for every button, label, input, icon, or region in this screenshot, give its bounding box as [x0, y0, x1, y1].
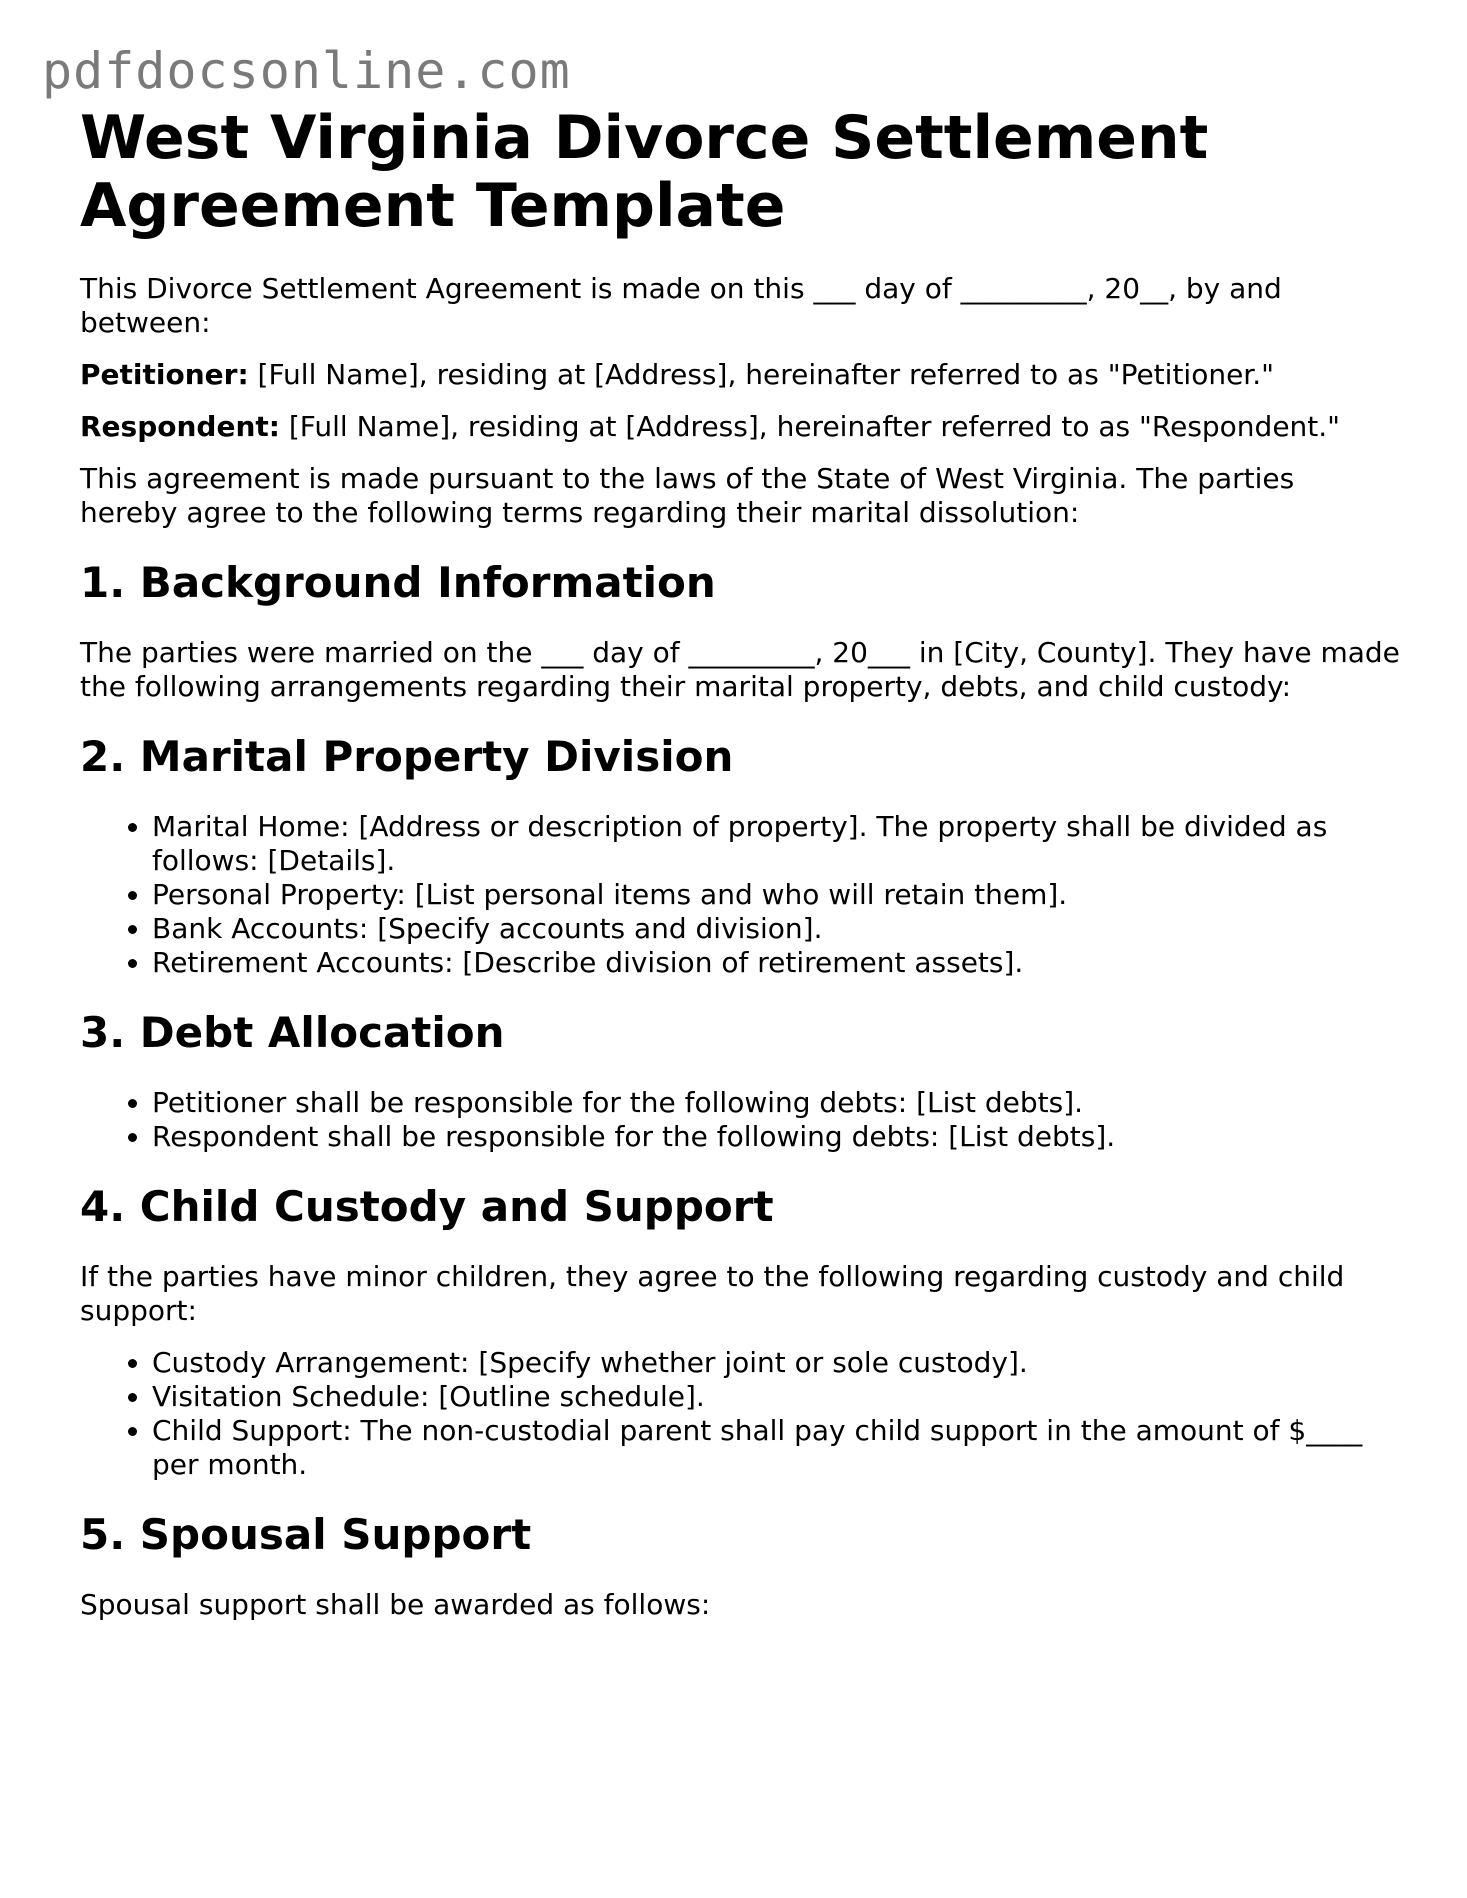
list-item: • Visitation Schedule: [Outline schedule]. — [152, 1380, 1400, 1414]
list-item: • Bank Accounts: [Specify accounts and division]. — [152, 912, 1400, 946]
debt-list — [80, 1086, 1400, 1154]
section-heading-spousal: 5. Spousal Support — [80, 1510, 532, 1559]
respondent-paragraph — [80, 410, 1400, 444]
property-list — [80, 810, 1400, 980]
list-item: • Petitioner shall be responsible for the following debts: [List debts]. — [152, 1086, 1400, 1120]
custody-list — [80, 1346, 1400, 1482]
list-item: • Personal Property: [List personal items and who will retain them]. — [152, 878, 1400, 912]
background-paragraph: The parties were married on the ___ day of _________, 20___ in [City, County]. They have made the following arrangements regarding their marital property, debts, and child custody: — [80, 636, 1400, 703]
section-heading-property: 2. Marital Property Division — [80, 732, 734, 781]
petitioner-label: Petitioner: — [80, 358, 249, 391]
list-item: • Respondent shall be responsible for the following debts: [List debts]. — [152, 1120, 1400, 1154]
respondent-label: Respondent: — [80, 410, 280, 443]
list-item: • Child Support: The non-custodial parent shall pay child support in the amount of $____ per month. — [152, 1414, 1400, 1482]
document-title: West Virginia Divorce Settlement Agreement Template — [80, 103, 1209, 241]
spousal-paragraph: Spousal support shall be awarded as follows: — [80, 1588, 711, 1621]
list-item: • Retirement Accounts: [Describe division of retirement assets]. — [152, 946, 1400, 980]
watermark: pdfdocsonline.com — [42, 42, 571, 100]
petitioner-paragraph — [80, 358, 1400, 392]
section-heading-custody: 4. Child Custody and Support — [80, 1182, 774, 1231]
list-item: • Marital Home: [Address or description of property]. The property shall be divided as follows: [Details]. — [152, 810, 1400, 878]
section-heading-debt: 3. Debt Allocation — [80, 1008, 505, 1057]
document-page — [80, 104, 1400, 1622]
petitioner-text: [Full Name], residing at [Address], hereinafter referred to as "Petitioner." — [248, 358, 1275, 391]
section-heading-background: 1. Background Information — [80, 558, 716, 607]
custody-paragraph: If the parties have minor children, they agree to the following regarding custody and child support: — [80, 1260, 1345, 1327]
pursuant-paragraph: This agreement is made pursuant to the laws of the State of West Virginia. The parties hereby agree to the following terms regarding their marital dissolution: — [80, 462, 1295, 529]
intro-paragraph: This Divorce Settlement Agreement is made on this ___ day of _________, 20__, by and between: — [80, 272, 1282, 339]
respondent-text: [Full Name], residing at [Address], hereinafter referred to as "Respondent." — [279, 410, 1341, 443]
list-item: • Custody Arrangement: [Specify whether joint or sole custody]. — [152, 1346, 1400, 1380]
